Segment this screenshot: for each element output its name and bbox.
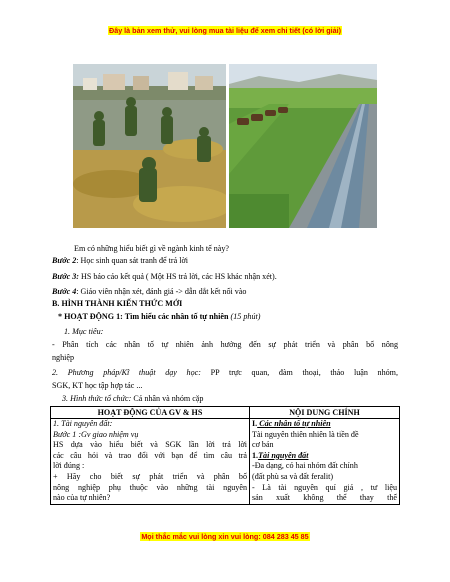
main-content-cell xyxy=(250,419,400,505)
right-line-5: -Đa dạng, có hai nhóm đất chính xyxy=(252,461,358,471)
intro-question: Em có những hiểu biết gì về ngành kinh tế này? xyxy=(74,244,229,253)
right-line-8: sản xuất không thể thay thế xyxy=(252,493,397,503)
right-heading-1-text: Các nhân tố tự nhiên xyxy=(257,419,331,428)
objective-line-1: - Phân tích các nhân tố tự nhiên ảnh hưởng đến sự phát triển và phân bố nông xyxy=(52,340,398,349)
header-content: NỘI DUNG CHÍNH xyxy=(250,407,400,419)
activity-1-heading xyxy=(58,312,404,322)
photo-soldiers-harvesting-rice xyxy=(73,64,226,228)
teacher-student-activities-cell xyxy=(51,419,250,505)
step-3-label: Bước 3: xyxy=(52,272,79,281)
right-line-3: cơ bản xyxy=(252,440,274,450)
objective-line-2: nghiệp xyxy=(52,353,75,362)
photo-irrigation-canal xyxy=(229,64,377,228)
left-line-6: + Hãy cho biết sự phát triển và phân bố xyxy=(53,471,247,481)
bottom-banner xyxy=(0,532,450,541)
method-text: PP trực quan, đàm thoại, thảo luận nhóm, xyxy=(200,368,398,377)
activity-1-label: * HOẠT ĐỘNG 1: Tìm hiểu các nhân tố tự nhiên xyxy=(58,312,229,321)
right-line-2: Tài nguyên thiên nhiên là tiền đề xyxy=(252,429,359,439)
right-heading-2-num: 1. xyxy=(252,450,259,460)
right-heading-1 xyxy=(252,419,397,430)
form-label: 3. Hình thức tổ chức: xyxy=(62,394,132,403)
left-line-7: nông nghiệp phụ thuộc vào những tài nguyên xyxy=(53,482,247,492)
right-heading-1-num: I. xyxy=(252,419,258,428)
step-4 xyxy=(52,287,398,297)
step-3-text: HS báo cáo kết quả ( Một HS trả lời, các HS khác nhận xét). xyxy=(78,272,277,281)
right-heading-2 xyxy=(252,451,397,462)
left-line-2: Bước 1 :Gv giao nhiệm vụ xyxy=(53,429,139,439)
table-row xyxy=(51,419,400,505)
left-line-3: HS dựa vào hiểu biết và SGK lần lời trả lời xyxy=(53,440,247,450)
right-line-6: (đất phù sa và đất feralit) xyxy=(252,471,334,481)
table-header-row xyxy=(51,407,400,419)
left-line-1: 1. Tài nguyên đất: xyxy=(53,419,113,428)
activity-table xyxy=(50,406,400,505)
left-line-4: các câu hỏi và trao đổi với bạn để tìm câu trả xyxy=(53,450,247,460)
right-heading-2-text: Tài nguyên đất xyxy=(258,450,309,460)
step-3 xyxy=(52,272,398,282)
top-banner xyxy=(0,26,450,35)
step-2-label: Bước 2 xyxy=(52,256,77,265)
form-line xyxy=(62,394,408,404)
step-4-text: : Giáo viên nhận xét, đánh giá -> dẫn dắt kết nối vào xyxy=(76,287,247,296)
method-line-2: SGK, KT học tập hợp tác ... xyxy=(52,381,143,390)
step-2-text: : Học sinh quan sát tranh để trả lời xyxy=(76,256,188,265)
header-activities: HOẠT ĐỘNG CỦA GV & HS xyxy=(51,407,250,419)
method-label: 2. Phương pháp/Kĩ thuật dạy học: xyxy=(52,368,201,377)
objective-label: 1. Mục tiêu: xyxy=(64,327,104,336)
method-line-1 xyxy=(52,368,398,378)
form-text: Cá nhân và nhóm cặp xyxy=(131,394,204,403)
left-line-5: lời đúng : xyxy=(53,461,85,471)
step-4-label: Bước 4 xyxy=(52,287,77,296)
top-banner-text: Đây là bản xem thử, vui lòng mua tài liệu để xem chi tiết (có lời giải) xyxy=(109,26,341,35)
activity-1-time: (15 phút) xyxy=(230,312,261,321)
section-b-heading: B. HÌNH THÀNH KIẾN THỨC MỚI xyxy=(52,299,183,308)
right-line-7: - Là tài nguyên quí giá , tư liệu xyxy=(252,482,397,492)
left-line-8: nào của tự nhiên? xyxy=(53,493,111,503)
step-2 xyxy=(52,256,398,266)
bottom-banner-text: Mọi thắc mắc vui lòng xin vui lòng: 084 283 45 85 xyxy=(141,532,309,541)
